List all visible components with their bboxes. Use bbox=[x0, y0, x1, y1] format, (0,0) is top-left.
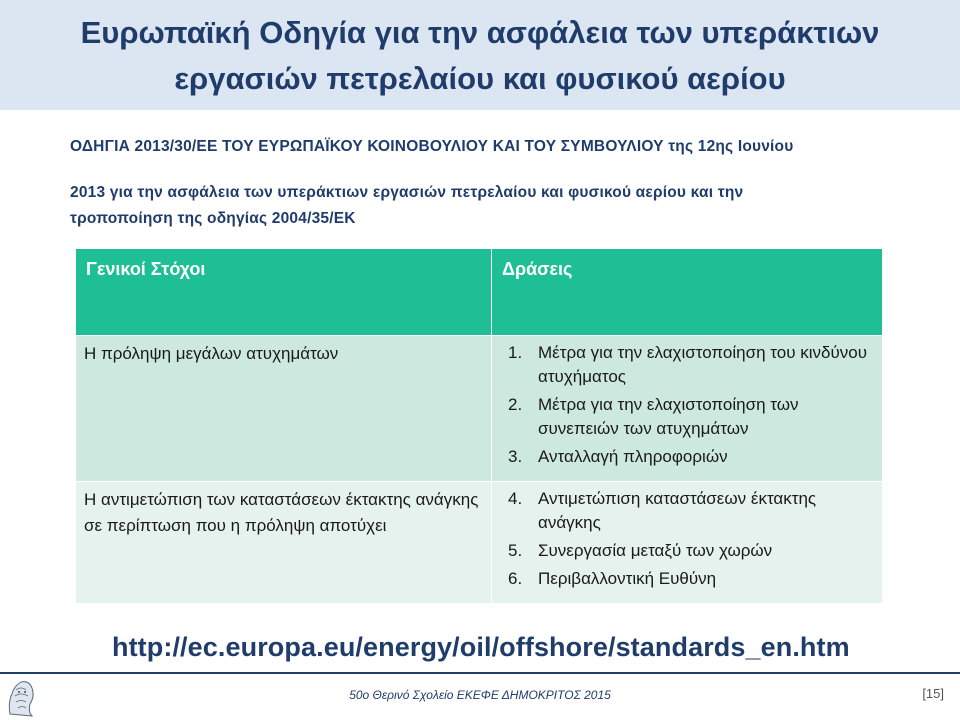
actions-list bbox=[500, 487, 874, 591]
list-item bbox=[500, 445, 874, 469]
list-item-text: Ανταλλαγή πληροφοριών bbox=[538, 447, 728, 466]
list-item bbox=[500, 567, 874, 591]
list-item-number: 4. bbox=[508, 489, 523, 508]
list-item bbox=[500, 487, 874, 535]
list-item-number: 5. bbox=[508, 541, 523, 560]
table-row bbox=[76, 482, 883, 604]
header-actions: Δράσεις bbox=[492, 249, 883, 336]
directive-subtitle-line1: ΟΔΗΓΙΑ 2013/30/ΕΕ ΤΟΥ ΕΥΡΩΠΑΪΚΟΥ ΚΟΙΝΟΒΟΥΛΙΟΥ ΚΑΙ ΤΟΥ ΣΥΜΒΟΥΛΙΟΥ της 12ης Ιουνίου bbox=[70, 138, 794, 155]
list-item-text: Μέτρα για την ελαχιστοποίηση των συνεπειών των ατυχημάτων bbox=[538, 395, 799, 438]
goal-cell: Η αντιμετώπιση των καταστάσεων έκτακτης ανάγκης σε περίπτωση που η πρόληψη αποτύχει bbox=[76, 482, 492, 604]
directive-subtitle-cont bbox=[70, 180, 930, 232]
table-header-row bbox=[76, 249, 883, 336]
actions-cell bbox=[492, 482, 883, 604]
goal-cell: Η πρόληψη μεγάλων ατυχημάτων bbox=[76, 336, 492, 482]
slide-title-line2: εργασιών πετρελαίου και φυσικού αερίου bbox=[174, 61, 786, 96]
footer-divider bbox=[0, 672, 960, 674]
slide-title bbox=[0, 10, 960, 102]
list-item-number: 6. bbox=[508, 569, 523, 588]
list-item-text: Περιβαλλοντική Ευθύνη bbox=[538, 569, 717, 588]
directive-subtitle-line3: τροποποίηση της οδηγίας 2004/35/ΕΚ bbox=[70, 210, 356, 227]
list-item-number: 3. bbox=[508, 447, 523, 466]
table-row bbox=[76, 336, 883, 482]
footer-text: 50ο Θερινό Σχολείο ΕΚΕΦΕ ΔΗΜΟΚΡΙΤΟΣ 2015 bbox=[349, 688, 611, 702]
actions-cell bbox=[492, 336, 883, 482]
actions-list bbox=[500, 341, 874, 469]
slide-title-line1: Ευρωπαϊκή Οδηγία για την ασφάλεια των υπεράκτιων bbox=[80, 15, 880, 50]
goals-actions-table bbox=[75, 248, 883, 604]
list-item bbox=[500, 341, 874, 389]
source-url-link[interactable]: http://ec.europa.eu/energy/oil/offshore/standards_en.htm bbox=[112, 632, 850, 662]
list-item bbox=[500, 539, 874, 563]
list-item-text: Συνεργασία μεταξύ των χωρών bbox=[538, 541, 773, 560]
list-item bbox=[500, 393, 874, 441]
list-item-number: 2. bbox=[508, 395, 523, 414]
header-general-goals: Γενικοί Στόχοι bbox=[76, 249, 492, 336]
directive-subtitle-line2: 2013 για την ασφάλεια των υπεράκτιων εργασιών πετρελαίου και φυσικού αερίου και την bbox=[70, 184, 744, 201]
list-item-text: Μέτρα για την ελαχιστοποίηση του κινδύνου ατυχήματος bbox=[538, 343, 868, 386]
list-item-number: 1. bbox=[508, 343, 523, 362]
page-number: [15] bbox=[922, 686, 944, 701]
list-item-text: Αντιμετώπιση καταστάσεων έκτακτης ανάγκης bbox=[538, 489, 817, 532]
